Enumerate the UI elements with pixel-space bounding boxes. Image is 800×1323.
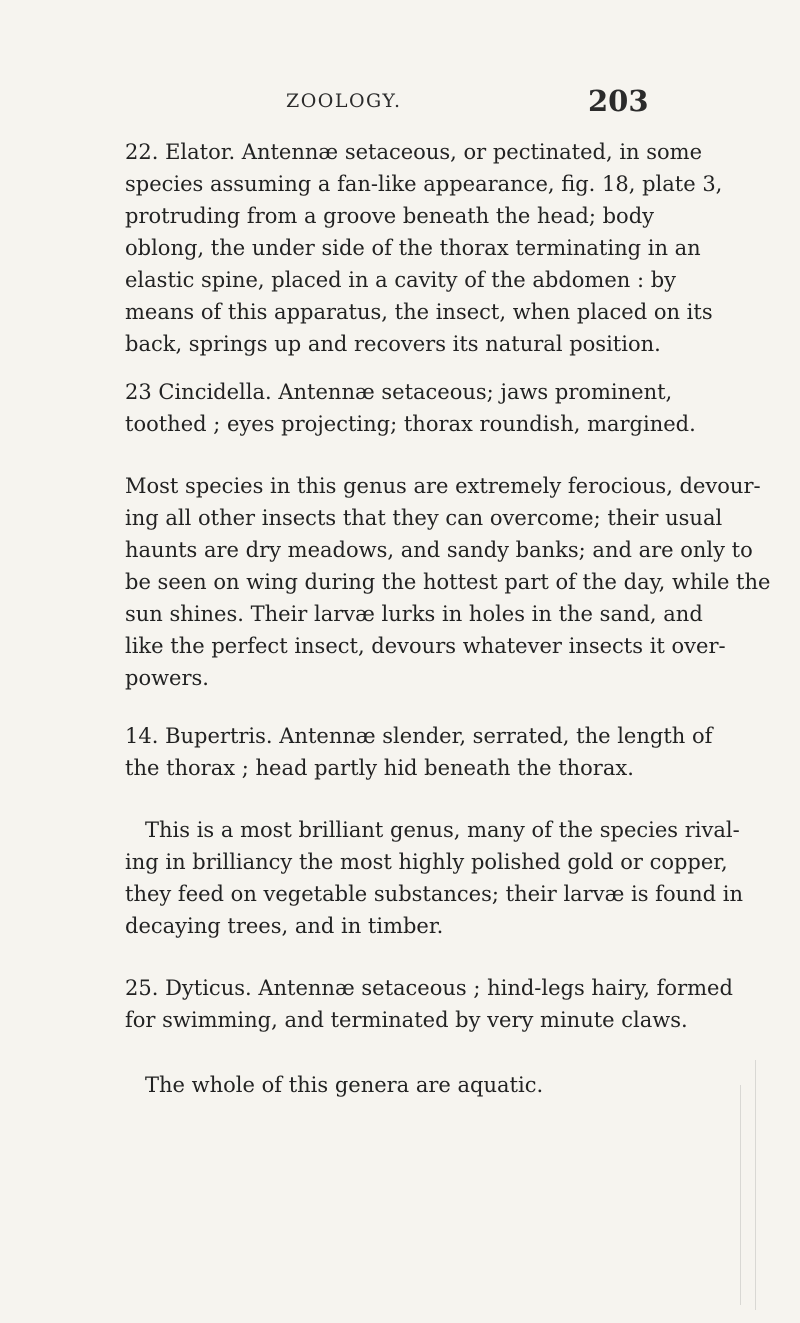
paragraph-line: they feed on vegetable substances; their larvæ is found in [125, 882, 743, 906]
entry-line: species assuming a fan-like appearance, fig. 18, plate 3, [125, 172, 723, 196]
entry-line: 22. Elator. Antennæ setaceous, or pectinated, in some [125, 140, 702, 164]
paragraph-line: decaying trees, and in timber. [125, 914, 444, 938]
paragraph-line: be seen on wing during the hottest part of the day, while the [125, 570, 771, 594]
page-number: 203 [588, 84, 649, 118]
paragraph-line: powers. [125, 666, 209, 690]
entry-line: for swimming, and terminated by very minute claws. [125, 1008, 688, 1032]
entry-line: back, springs up and recovers its natural position. [125, 332, 661, 356]
page-crease [740, 1085, 741, 1305]
entry-line: elastic spine, placed in a cavity of the abdomen : by [125, 268, 677, 292]
running-head: ZOOLOGY. [286, 90, 402, 112]
paragraph-line: The whole of this genera are aquatic. [145, 1073, 544, 1097]
paragraph-line: haunts are dry meadows, and sandy banks; and are only to [125, 538, 753, 562]
paragraph-line: like the perfect insect, devours whatever insects it over- [125, 634, 726, 658]
entry-line: 23 Cincidella. Antennæ setaceous; jaws prominent, [125, 380, 673, 404]
paragraph-line: This is a most brilliant genus, many of the species rival- [145, 818, 740, 842]
entry-line: 25. Dyticus. Antennæ setaceous ; hind-legs hairy, formed [125, 976, 733, 1000]
entry-line: means of this apparatus, the insect, when placed on its [125, 300, 713, 324]
page-crease [755, 1060, 756, 1310]
entry-line: 14. Bupertris. Antennæ slender, serrated, the length of [125, 724, 713, 748]
entry-line: protruding from a groove beneath the head; body [125, 204, 655, 228]
paragraph-line: ing in brilliancy the most highly polished gold or copper, [125, 850, 728, 874]
paragraph-line: sun shines. Their larvæ lurks in holes in the sand, and [125, 602, 703, 626]
paragraph-line: Most species in this genus are extremely ferocious, devour- [125, 474, 761, 498]
entry-line: toothed ; eyes projecting; thorax roundish, margined. [125, 412, 696, 436]
page-header [258, 84, 658, 124]
paragraph-line: ing all other insects that they can overcome; their usual [125, 506, 723, 530]
entry-line: the thorax ; head partly hid beneath the thorax. [125, 756, 634, 780]
entry-line: oblong, the under side of the thorax terminating in an [125, 236, 701, 260]
